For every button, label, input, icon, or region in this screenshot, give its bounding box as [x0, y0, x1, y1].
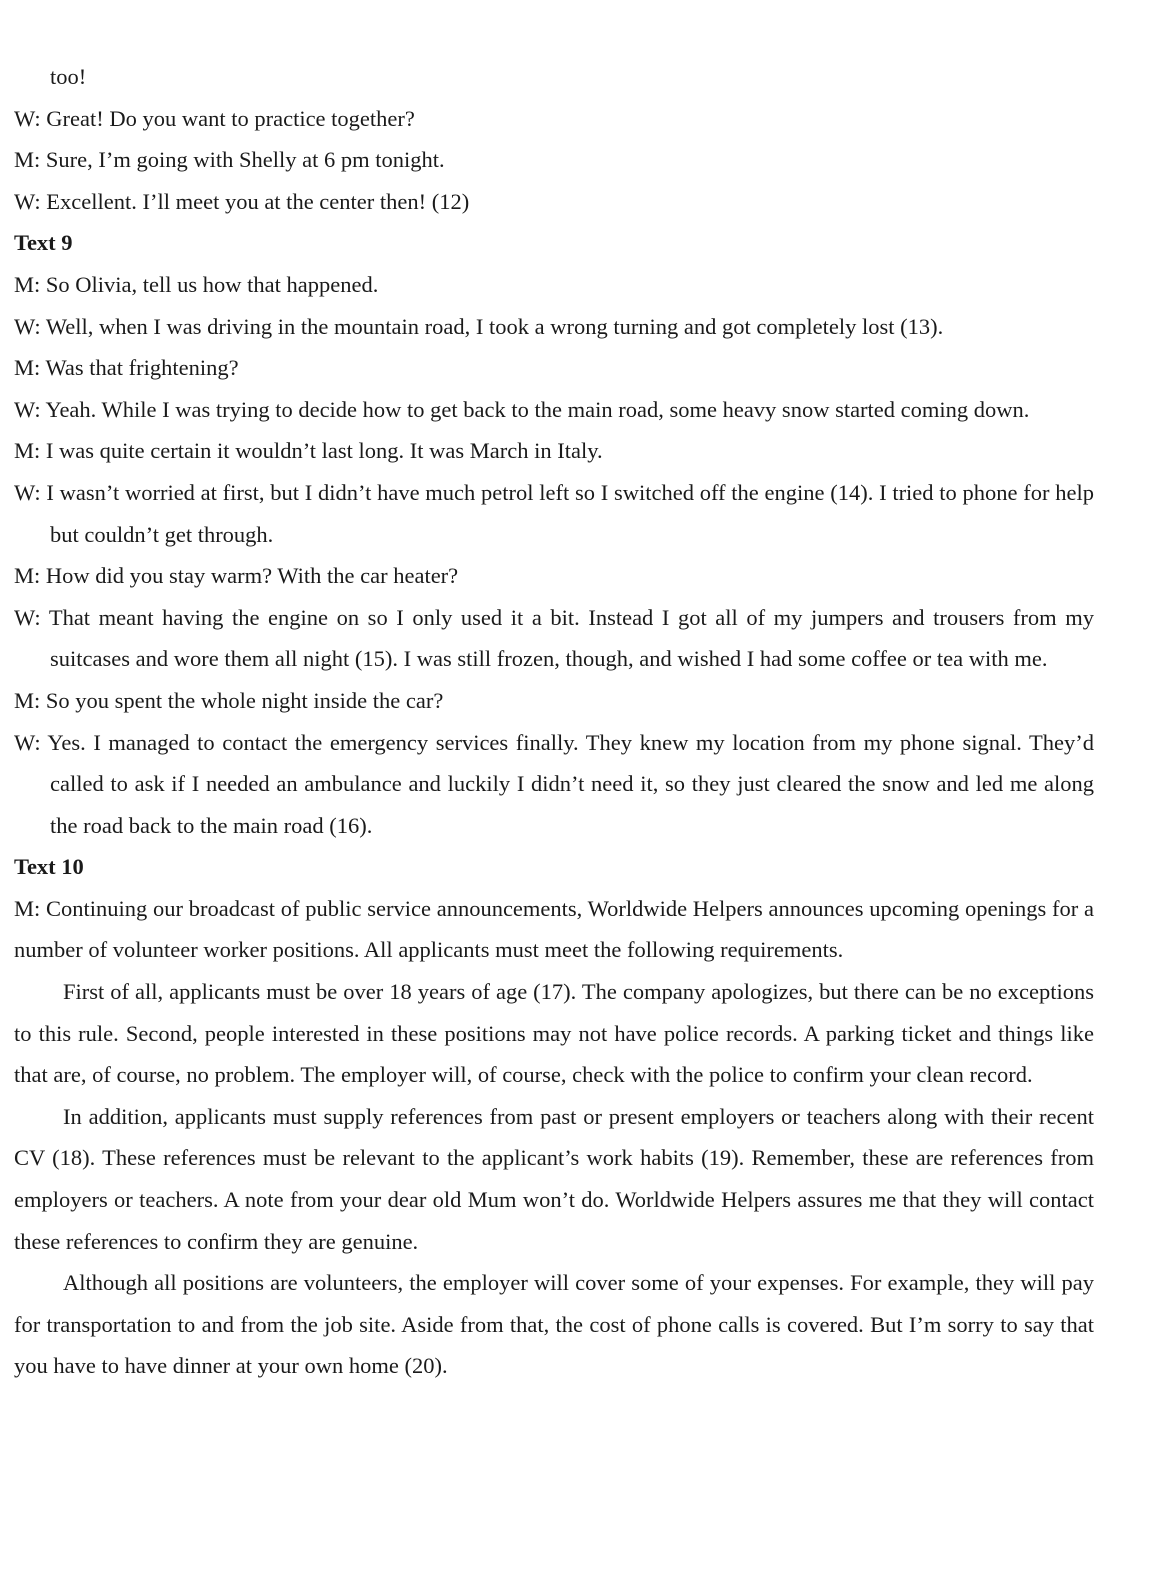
dialog-line: M: Sure, I’m going with Shelly at 6 pm tonight.: [14, 147, 445, 173]
document-page: [14, 56, 1094, 1387]
dialog-line: M: I was quite certain it wouldn’t last long. It was March in Italy.: [14, 438, 603, 464]
section-heading-text-10: Text 10: [14, 854, 84, 880]
dialog-line: M: So you spent the whole night inside the car?: [14, 687, 444, 713]
dialog-line: W: Well, when I was driving in the mountain road, I took a wrong turning and got completely lost (13).: [14, 313, 944, 339]
continuation-line: too!: [50, 64, 87, 89]
dialog-line: W: That meant having the engine on so I only used it a bit. Instead I got all of my jumpers and trousers from my suitcases and wore them all night (15). I was still frozen, though, and wished I had some coffee or tea with me.: [14, 604, 1094, 672]
announcement-paragraph: M: Continuing our broadcast of public service announcements, Worldwide Helpers announces upcoming openings for a number of volunteer worker positions. All applicants must meet the following requirements.: [14, 895, 1094, 963]
dialog-line: W: I wasn’t worried at first, but I didn’t have much petrol left so I switched off the engine (14). I tried to phone for help but couldn’t get through.: [14, 479, 1094, 547]
dialog-line: W: Yes. I managed to contact the emergency services finally. They knew my location from my phone signal. They’d called to ask if I needed an ambulance and luckily I didn’t need it, so they just cleared the snow and led me along the road back to the main road (16).: [14, 729, 1094, 838]
announcement-paragraph: First of all, applicants must be over 18 years of age (17). The company apologizes, but there can be no exceptions to this rule. Second, people interested in these positions may not have police records. A parking ticket and things like that are, of course, no problem. The employer will, of course, check with the police to confirm your clean record.: [14, 979, 1094, 1088]
dialog-line: W: Yeah. While I was trying to decide how to get back to the main road, some heavy snow started coming down.: [14, 396, 1030, 422]
dialog-line: M: How did you stay warm? With the car heater?: [14, 563, 459, 589]
dialog-line: W: Great! Do you want to practice together?: [14, 105, 415, 131]
section-heading-text-9: Text 9: [14, 230, 73, 256]
announcement-paragraph: Although all positions are volunteers, the employer will cover some of your expenses. For example, they will pay for transportation to and from the job site. Aside from that, the cost of phone calls is covered. But I’m sorry to say that you have to have dinner at your own home (20).: [14, 1270, 1094, 1379]
dialog-line: M: Was that frightening?: [14, 355, 239, 381]
dialog-line: W: Excellent. I’ll meet you at the center then! (12): [14, 188, 470, 214]
dialog-line: M: So Olivia, tell us how that happened.: [14, 271, 379, 297]
announcement-paragraph: In addition, applicants must supply references from past or present employers or teachers along with their recent CV (18). These references must be relevant to the applicant’s work habits (19). Remember, these are references from employers or teachers. A note from your dear old Mum won’t do. Worldwide Helpers assures me that they will contact these references to confirm they are genuine.: [14, 1103, 1094, 1254]
